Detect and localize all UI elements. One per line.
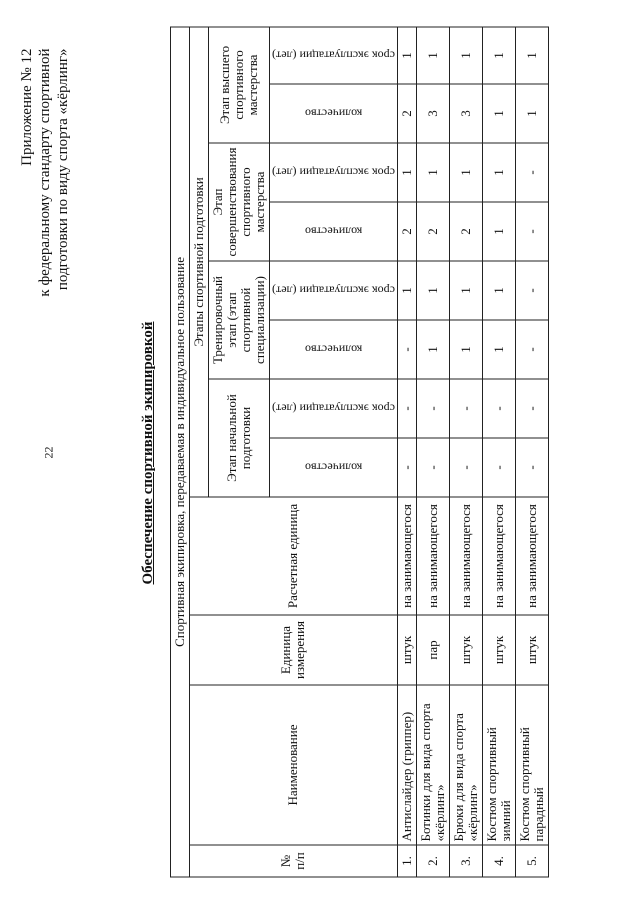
- row-name: Костюм спортивный парадный: [515, 685, 548, 845]
- row-value: -: [515, 261, 548, 320]
- sub-header-qty-text: количество: [304, 106, 363, 121]
- row-value: -: [482, 438, 515, 497]
- document-title: Обеспечение спортивной экипировкой: [140, 321, 156, 585]
- row-unit: пар: [416, 615, 449, 685]
- row-name: Брюки для вида спорта «кёрлинг»: [449, 685, 482, 845]
- equipment-table: [170, 26, 549, 877]
- row-value: 1: [416, 320, 449, 379]
- sub-header-term: [270, 26, 398, 83]
- row-value: 1: [397, 26, 416, 83]
- row-value: -: [397, 320, 416, 379]
- row-value: 2: [449, 202, 482, 261]
- row-value: 2: [397, 84, 416, 143]
- row-value: 1: [449, 320, 482, 379]
- row-unit: штук: [515, 615, 548, 685]
- row-name: Ботинки для вида спорта «кёрлинг»: [416, 685, 449, 845]
- col-num-header: № п/п: [190, 845, 398, 877]
- table-row: [397, 26, 416, 876]
- row-value: 1: [397, 143, 416, 202]
- row-value: 1: [482, 261, 515, 320]
- page-number: 22: [41, 446, 56, 459]
- row-unit: штук: [449, 615, 482, 685]
- row-num: 1.: [397, 845, 416, 877]
- row-value: 1: [482, 84, 515, 143]
- col-unit-header: Единица измерения: [190, 615, 398, 685]
- row-unit: штук: [482, 615, 515, 685]
- sub-header-qty-text: количество: [304, 342, 363, 357]
- row-value: -: [449, 379, 482, 438]
- row-value: 3: [416, 84, 449, 143]
- row-value: 1: [397, 261, 416, 320]
- sub-header-qty: [270, 320, 398, 379]
- stages-header: Этапы спортивной подготовки: [190, 26, 209, 496]
- stage-header-2: Тренировочный этап (этап спортивной специализации): [209, 261, 270, 379]
- main-header: Спортивная экипировка, передаваемая в индивидуальное пользование: [171, 26, 190, 876]
- sub-header-qty-text: количество: [304, 224, 363, 239]
- col-name-header: Наименование: [190, 685, 398, 845]
- row-num: 4.: [482, 845, 515, 877]
- row-value: 1: [515, 84, 548, 143]
- row-value: 1: [416, 143, 449, 202]
- row-value: -: [515, 320, 548, 379]
- row-value: 1: [482, 26, 515, 83]
- stage-header-3: Этап совершенствования спортивного мастерства: [209, 143, 270, 261]
- sub-header-term: [270, 379, 398, 438]
- sub-header-qty-text: количество: [304, 460, 363, 475]
- sub-header-term-text: срок эксплуатации (лет): [272, 165, 395, 180]
- sub-header-term: [270, 261, 398, 320]
- row-value: 2: [397, 202, 416, 261]
- row-value: 3: [449, 84, 482, 143]
- row-calc: на занимающегося: [416, 497, 449, 615]
- table-row: [416, 26, 449, 876]
- row-value: 1: [482, 202, 515, 261]
- sub-header-term-text: срок эксплуатации (лет): [272, 401, 395, 416]
- appendix-line-3: подготовки по виду спорта «кёрлинг»: [55, 48, 71, 290]
- sub-header-qty: [270, 438, 398, 497]
- appendix-header: [18, 48, 72, 296]
- row-value: 1: [515, 26, 548, 83]
- row-value: -: [416, 379, 449, 438]
- table-row: [482, 26, 515, 876]
- sub-header-term-text: срок эксплуатации (лет): [272, 283, 395, 298]
- stage-header-4: Этап высшего спортивного мастерства: [209, 26, 270, 142]
- row-value: -: [515, 202, 548, 261]
- row-value: 2: [416, 202, 449, 261]
- row-value: 1: [416, 26, 449, 83]
- table-row: [449, 26, 482, 876]
- row-unit: штук: [397, 615, 416, 685]
- appendix-line-1: Приложение № 12: [19, 48, 35, 166]
- row-calc: на занимающегося: [397, 497, 416, 615]
- appendix-line-2: к федеральному стандарту спортивной: [37, 48, 53, 297]
- col-calc-header: Расчетная единица: [190, 497, 398, 615]
- row-value: 1: [449, 261, 482, 320]
- row-value: -: [515, 438, 548, 497]
- row-value: 1: [416, 261, 449, 320]
- table-row: [515, 26, 548, 876]
- row-value: -: [416, 438, 449, 497]
- sub-header-qty: [270, 202, 398, 261]
- row-value: -: [515, 143, 548, 202]
- header-row-main: [171, 26, 190, 876]
- row-num: 2.: [416, 845, 449, 877]
- sub-header-qty: [270, 84, 398, 143]
- stage-header-1: Этап начальной подготовки: [209, 379, 270, 497]
- row-calc: на занимающегося: [515, 497, 548, 615]
- row-value: -: [397, 379, 416, 438]
- row-value: 1: [482, 143, 515, 202]
- row-name: Антислайдер (гриппер): [397, 685, 416, 845]
- row-num: 3.: [449, 845, 482, 877]
- header-row-stages: [190, 26, 209, 876]
- row-calc: на занимающегося: [449, 497, 482, 615]
- row-value: 1: [449, 26, 482, 83]
- row-value: -: [515, 379, 548, 438]
- row-calc: на занимающегося: [482, 497, 515, 615]
- sub-header-term-text: срок эксплуатации (лет): [272, 48, 395, 63]
- row-value: -: [449, 438, 482, 497]
- row-value: 1: [482, 320, 515, 379]
- row-num: 5.: [515, 845, 548, 877]
- row-name: Костюм спортивный зимний: [482, 685, 515, 845]
- row-value: -: [482, 379, 515, 438]
- row-value: 1: [449, 143, 482, 202]
- row-value: -: [397, 438, 416, 497]
- sub-header-term: [270, 143, 398, 202]
